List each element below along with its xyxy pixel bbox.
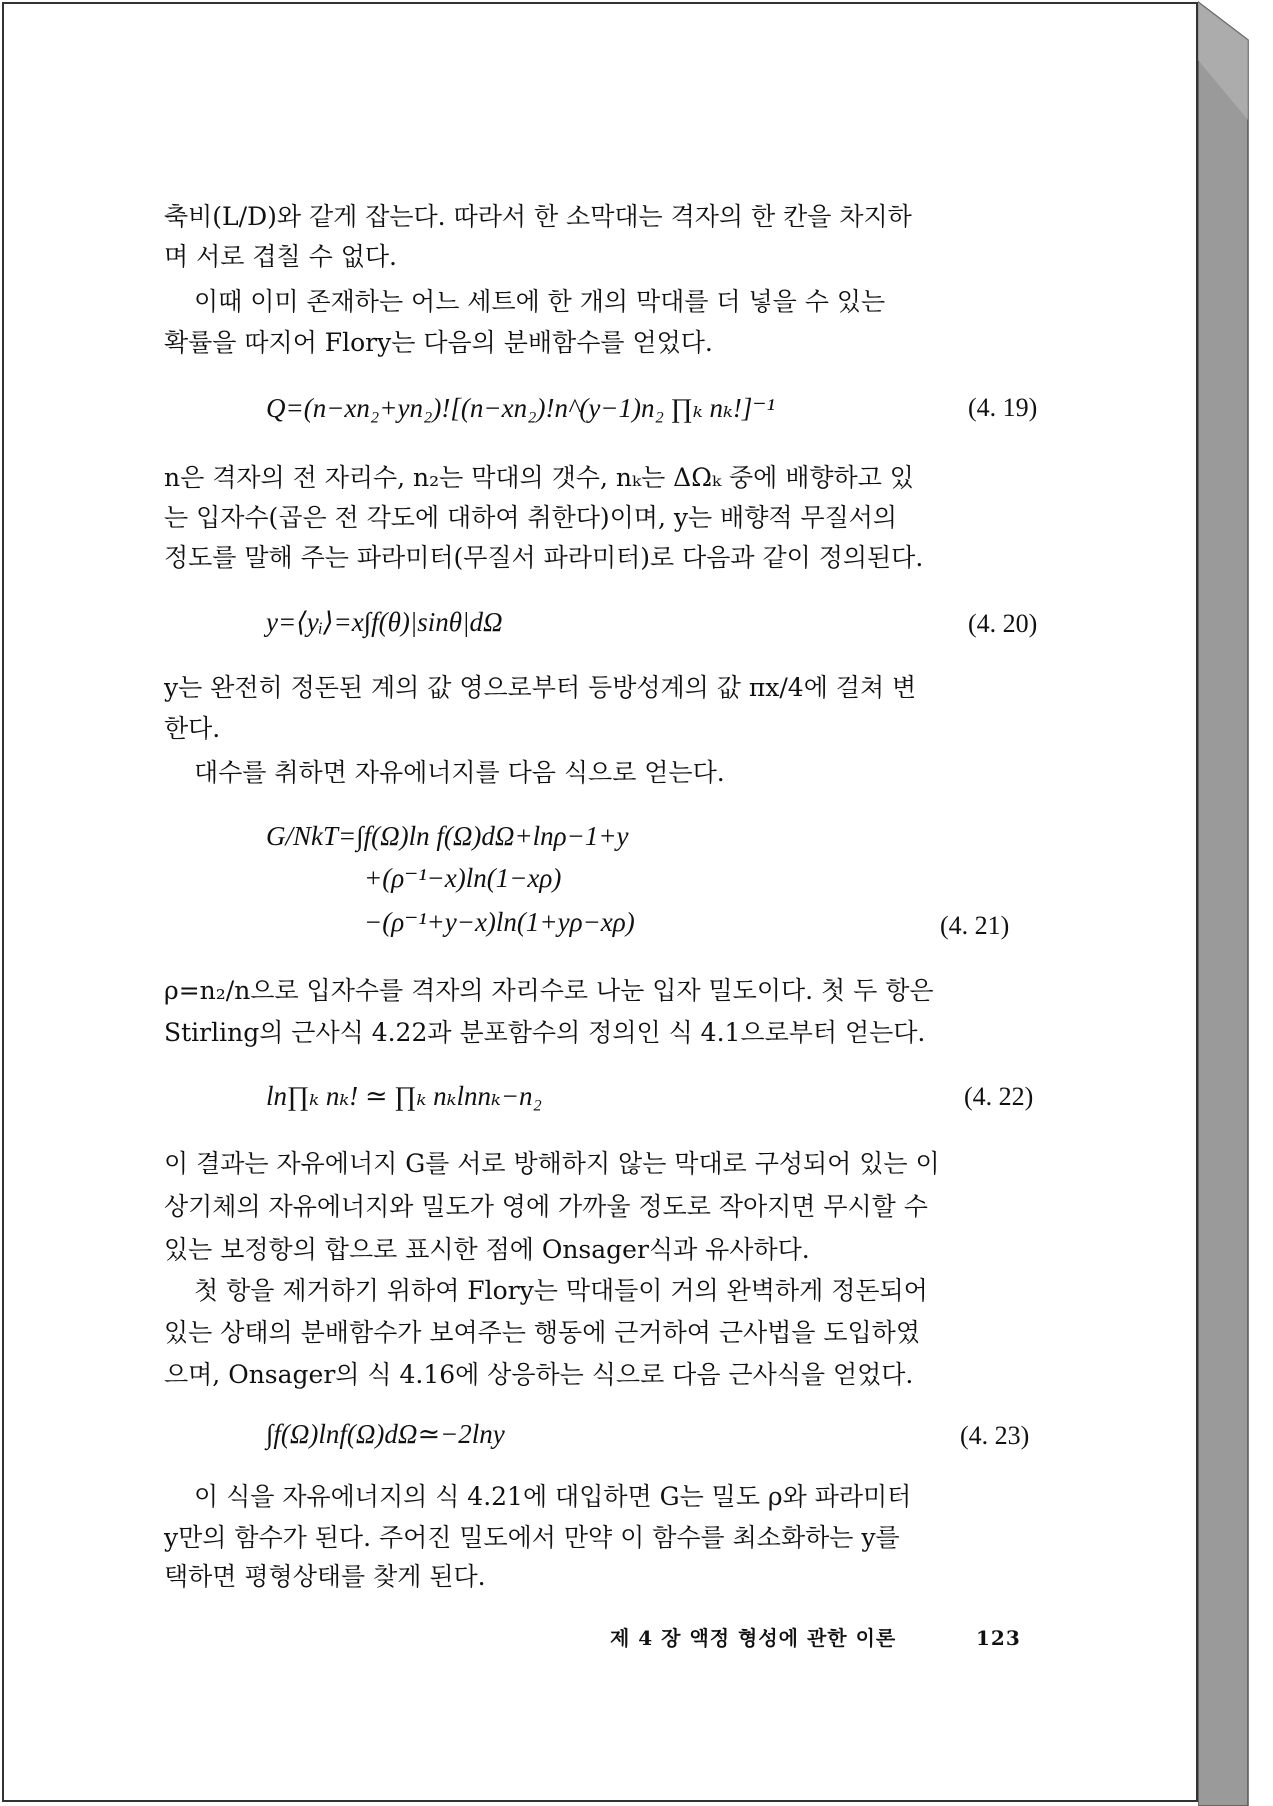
equation-number-4-21: (4. 21): [940, 911, 1010, 940]
equation-4-20: y=⟨yᵢ⟩=x∫f(θ)|sinθ|dΩ: [266, 607, 503, 637]
text-line-9: 한다.: [164, 714, 221, 743]
text-line-13: 이 결과는 자유에너지 G를 서로 방해하지 않는 막대로 구성되어 있는 이: [164, 1149, 940, 1178]
equation-4-21-line-1: G/NkT=∫f(Ω)ln f(Ω)dΩ+lnρ−1+y: [266, 821, 629, 851]
equation-4-22: ln∏ₖ nₖ! ≃ ∏ₖ nₖlnnₖ−n₂: [266, 1081, 542, 1111]
text-line-21: 택하면 평형상태를 찾게 된다.: [164, 1562, 486, 1591]
text-line-1: 축비(L/D)와 같게 잡는다. 따라서 한 소막대는 격자의 한 칸을 차지하: [164, 202, 912, 231]
book-page: [2, 2, 1198, 1802]
text-line-19: 이 식을 자유에너지의 식 4.21에 대입하면 G는 밀도 ρ와 파라미터: [194, 1482, 912, 1511]
text-line-17: 있는 상태의 분배함수가 보여주는 행동에 근거하여 근사법을 도입하였: [164, 1318, 920, 1347]
text-line-15: 있는 보정항의 합으로 표시한 점에 Onsager식과 유사하다.: [164, 1235, 810, 1264]
equation-4-23: ∫f(Ω)lnf(Ω)dΩ≃−2lny: [266, 1419, 505, 1449]
equation-4-21-line-3: −(ρ⁻¹+y−x)ln(1+yρ−xρ): [364, 907, 635, 937]
text-line-10: 대수를 취하면 자유에너지를 다음 식으로 얻는다.: [194, 758, 725, 787]
equation-4-21-line-2: +(ρ⁻¹−x)ln(1−xρ): [364, 863, 562, 893]
equation-number-4-19: (4. 19): [968, 393, 1038, 422]
page-number: 123: [976, 1626, 1021, 1650]
text-line-16: 첫 항을 제거하기 위하여 Flory는 막대들이 거의 완벽하게 정돈되어: [194, 1276, 928, 1305]
text-line-20: y만의 함수가 된다. 주어진 밀도에서 만약 이 함수를 최소화하는 y를: [164, 1523, 900, 1552]
text-line-11: ρ=n₂/n으로 입자수를 격자의 자리수로 나눈 입자 밀도이다. 첫 두 항은: [164, 976, 934, 1005]
book-edge: [1198, 0, 1258, 1806]
text-line-2: 며 서로 겹칠 수 없다.: [164, 242, 397, 271]
equation-number-4-22: (4. 22): [964, 1082, 1034, 1111]
running-footer-chapter: 제 4 장 액정 형성에 관한 이론: [610, 1626, 897, 1650]
text-line-14: 상기체의 자유에너지와 밀도가 영에 가까울 정도로 작아지면 무시할 수: [164, 1192, 928, 1221]
text-line-4: 확률을 따지어 Flory는 다음의 분배함수를 얻었다.: [164, 328, 713, 357]
text-line-7: 정도를 말해 주는 파라미터(무질서 파라미터)로 다음과 같이 정의된다.: [164, 543, 924, 572]
text-line-12: Stirling의 근사식 4.22과 분포함수의 정의인 식 4.1으로부터 얻는다.: [164, 1018, 926, 1047]
equation-number-4-20: (4. 20): [968, 609, 1038, 638]
equation-number-4-23: (4. 23): [960, 1421, 1030, 1450]
text-line-3: 이때 이미 존재하는 어느 세트에 한 개의 막대를 더 넣을 수 있는: [194, 287, 886, 316]
equation-4-19: Q=(n−xn₂+yn₂)![(n−xn₂)!n^(y−1)n₂ ∏ₖ nₖ!]⁻¹: [266, 393, 775, 423]
text-line-18: 으며, Onsager의 식 4.16에 상응하는 식으로 다음 근사식을 얻었다.: [164, 1360, 914, 1389]
text-line-6: 는 입자수(곱은 전 각도에 대하여 취한다)이며, y는 배향적 무질서의: [164, 503, 898, 532]
text-line-8: y는 완전히 정돈된 계의 값 영으로부터 등방성계의 값 πx/4에 걸쳐 변: [164, 673, 917, 702]
text-line-5: n은 격자의 전 자리수, n₂는 막대의 갯수, nₖ는 ΔΩₖ 중에 배향하고 있: [164, 463, 914, 492]
